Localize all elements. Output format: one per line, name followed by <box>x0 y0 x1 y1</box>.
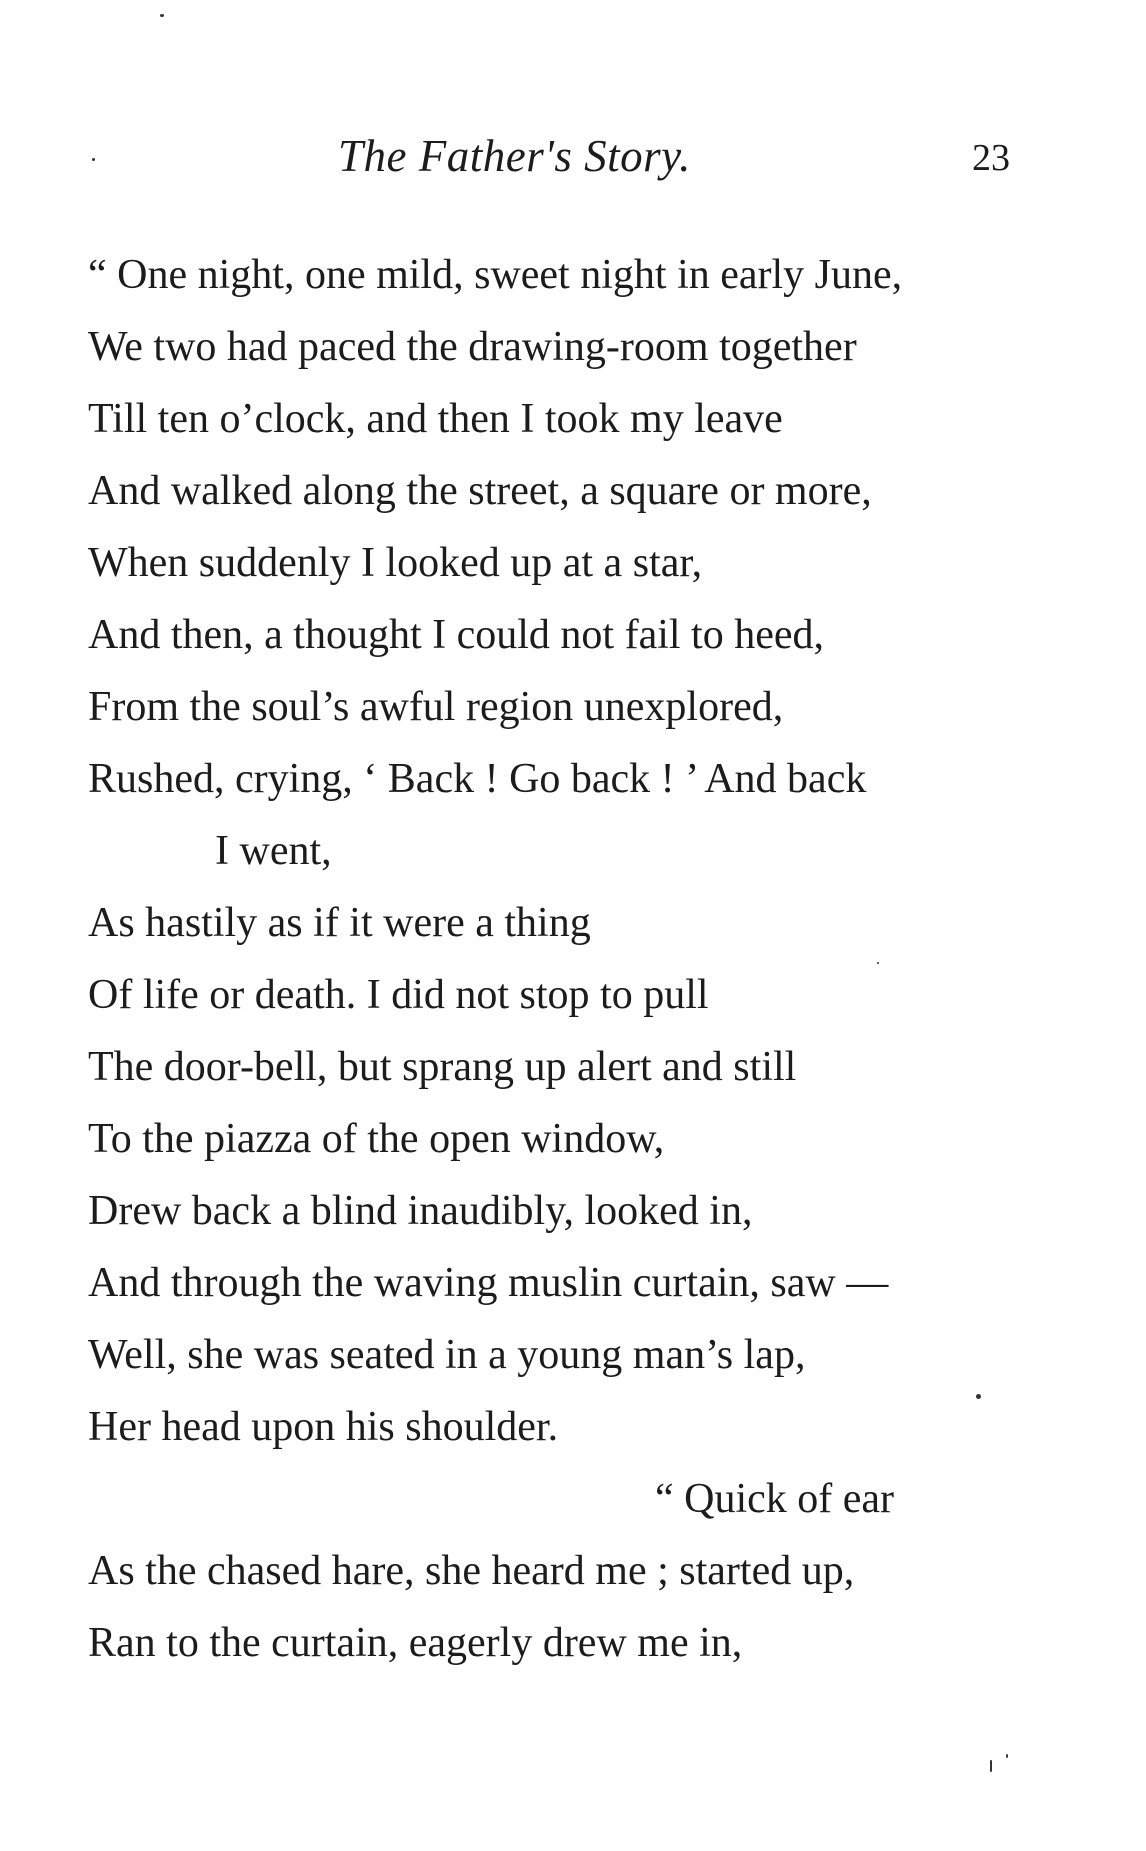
print-speck <box>92 158 95 161</box>
poem-line: Rushed, crying, ‘ Back ! Go back ! ’ And back <box>88 756 867 802</box>
poem-line-continuation: I went, <box>215 828 332 874</box>
print-speck <box>160 14 164 17</box>
poem-line: To the piazza of the open window, <box>88 1116 665 1162</box>
poem-line: Of life or death. I did not stop to pull <box>88 972 709 1018</box>
poem-line: “ One night, one mild, sweet night in early June, <box>88 252 903 298</box>
poem-line: And through the waving muslin curtain, saw — <box>88 1260 889 1306</box>
print-speck <box>1006 1754 1008 1758</box>
poem-line: And walked along the street, a square or more, <box>88 468 872 514</box>
poem-line: As hastily as if it were a thing <box>88 900 591 946</box>
page-number: 23 <box>972 137 1010 179</box>
print-speck <box>976 1394 981 1399</box>
print-speck <box>990 1760 992 1772</box>
running-title: The Father's Story. <box>338 131 691 181</box>
poem-line: And then, a thought I could not fail to heed, <box>88 612 825 658</box>
poem-line: From the soul’s awful region unexplored, <box>88 684 784 730</box>
poem-line: As the chased hare, she heard me ; started up, <box>88 1548 855 1594</box>
poem-line: We two had paced the drawing-room together <box>88 324 857 370</box>
poem-line: Drew back a blind inaudibly, looked in, <box>88 1188 753 1234</box>
poem-line: Her head upon his shoulder. <box>88 1404 559 1450</box>
poem-line: The door-bell, but sprang up alert and still <box>88 1044 797 1090</box>
poem-line: Well, she was seated in a young man’s lap, <box>88 1332 806 1378</box>
poem-line: Till ten o’clock, and then I took my leave <box>88 396 783 442</box>
poem-line: When suddenly I looked up at a star, <box>88 540 703 586</box>
poem-line: Ran to the curtain, eagerly drew me in, <box>88 1620 743 1666</box>
page-header <box>0 130 1146 190</box>
print-speck <box>877 962 879 964</box>
poem-line-continuation: “ Quick of ear <box>655 1476 895 1522</box>
